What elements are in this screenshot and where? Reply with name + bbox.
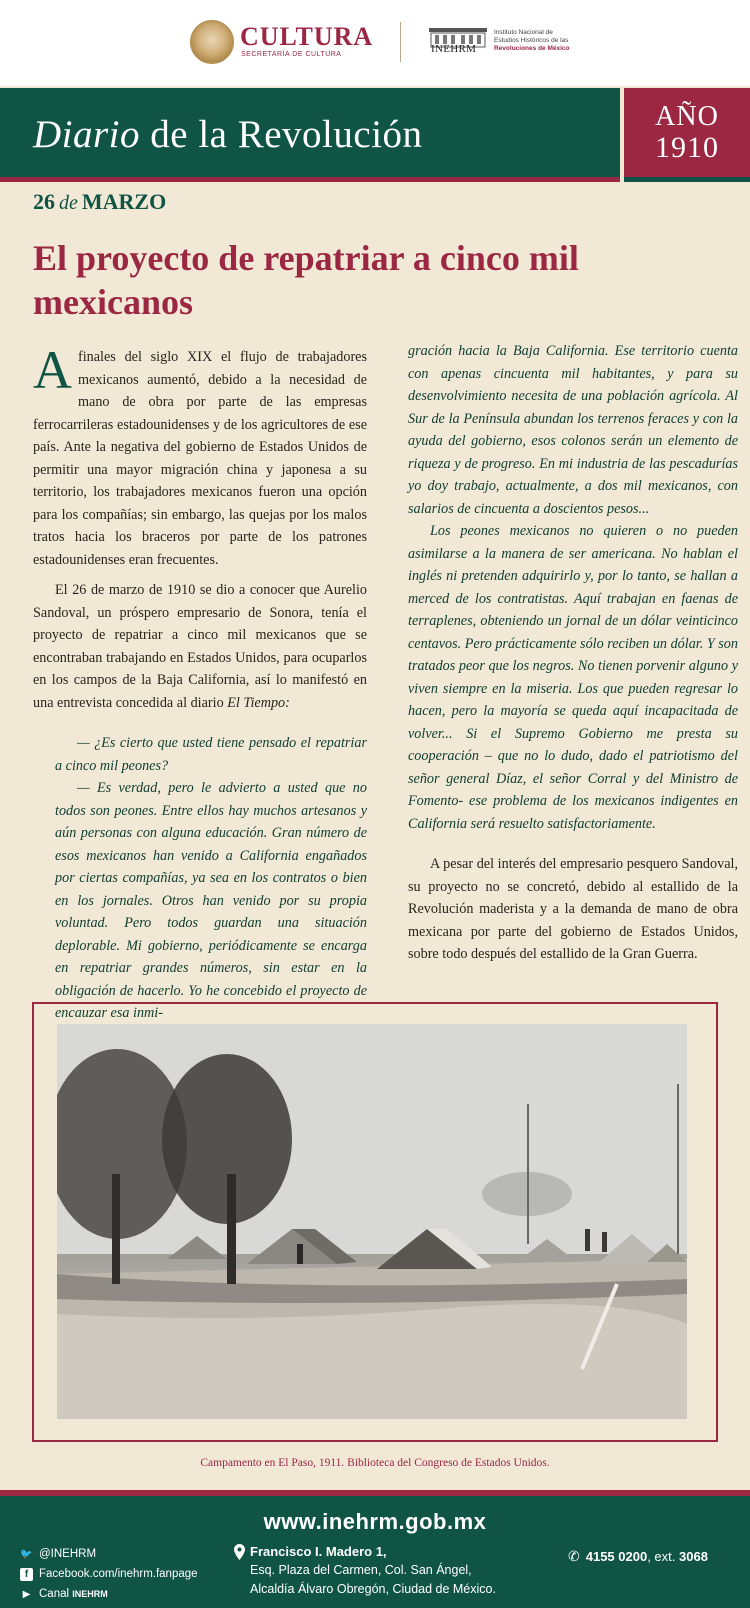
article-date: 26 de MARZO xyxy=(33,189,167,214)
dropcap: A xyxy=(33,340,72,400)
address-street: Francisco I. Madero 1, xyxy=(250,1544,387,1559)
address-line-2: Alcaldía Álvaro Obregón, Ciudad de México. xyxy=(250,1582,496,1596)
logo-divider xyxy=(400,22,401,62)
inehrm-logo-text: INEHRM xyxy=(431,43,477,55)
year-underline xyxy=(624,177,750,182)
interview-answer: — Es verdad, pero le advierto a usted que no todos son peones. Entre ellos hay muchos artesanos y aún personas con alguna educación. Gran número de esos mexicanos han venido a California engañados por ciertas compañías, ya sea en los contratos o bien en los jornales. Otros han venido por su propia voluntad. Pero todos guardan una situación deplorable. Mi gobierno, periódicamente se encarga en repatriar grandes números, sin estar en la obligación de hacerlo. Yo he concebido el proyecto de encauzar esa inmi- xyxy=(55,780,367,1021)
year-label: AÑO xyxy=(655,101,719,132)
phone-icon: ✆ xyxy=(568,1548,580,1564)
photo-caption: Campamento en El Paso, 1911. Biblioteca del Congreso de Estados Unidos. xyxy=(200,1457,550,1469)
twitter-icon: 🐦 xyxy=(20,1548,33,1560)
masthead-title: Diario de la Revolución xyxy=(33,113,423,156)
masthead-underline xyxy=(0,177,620,182)
address-line-1: Esq. Plaza del Carmen, Col. San Ángel, xyxy=(250,1563,472,1577)
header-logos xyxy=(0,0,750,86)
cultura-logo-subtitle: SECRETARÍA DE CULTURA xyxy=(241,51,342,58)
article-headline: El proyecto de repatriar a cinco mil mexicanos xyxy=(33,238,579,322)
article-column-left xyxy=(33,340,367,1033)
national-emblem-icon xyxy=(190,20,234,64)
year-value: 1910 xyxy=(655,131,719,164)
phone-number[interactable]: ✆ 4155 0200, ext. 3068 xyxy=(568,1548,708,1564)
website-link[interactable]: www.inehrm.gob.mx xyxy=(263,1509,487,1534)
cultura-logo-text: CULTURA xyxy=(240,22,374,51)
year-badge xyxy=(624,88,750,177)
camp-photograph xyxy=(57,1024,687,1419)
facebook-icon: f xyxy=(20,1568,33,1581)
interview-answer-cont: gración hacia la Baja California. Ese territorio cuenta con apenas cincuenta mil habitantes, y para su desenvolvimiento necesita de una población agrícola. Al Sur de la Península abundan los terrenos feraces y con la ayuda del gobierno, esos colonos serán un elemento de riqueza y de progreso. En mi industria de las pescadurías yo doy trabajo, actualmente, a dos mil mexicanos, con salarios de cincuenta a doscientos pesos... xyxy=(408,343,738,517)
facebook-link[interactable]: f Facebook.com/inehrm.fanpage xyxy=(20,1564,198,1584)
interview-question: — ¿Es cierto que usted tiene pensado el repatriar a cinco mil peones? xyxy=(55,735,367,774)
youtube-icon: ▶ xyxy=(22,1588,31,1600)
paragraph-announcement: El 26 de marzo de 1910 se dio a conocer que Aurelio Sandoval, un próspero empresario de Sonora, tenía el proyecto de repatriar a cinco mil mexicanos que se encontraban trabajando en Estados Unidos, para ocuparlos en los campos de la Baja California, así lo manifestó en una entrevista concedida al diario El Tiempo: xyxy=(33,582,367,711)
paragraph-conclusion: A pesar del interés del empresario pesquero Sandoval, su proyecto no se concretó, debido al estallido de la Revolución maderista y a la demanda de mano de obra mexicana por parte del gobierno de Estados Unidos, sobre todo después del estallido de la Gran Guerra. xyxy=(408,856,738,962)
interview-answer-peones: Los peones mexicanos no quieren o no pueden asimilarse a la manera de ser americana. No hablan el inglés ni pretenden adquirirlo y, por lo tanto, se hallan a merced de los contratistas. Aquí trabajan en faenas de terraplenes, obteniendo un jornal de un dólar veinticinco centavos. Pero prácticamente sólo reciben un dólar. Y son tratados peor que los negros. No tienen porvenir alguno y viven siempre en la miseria. Los que pueden regresar lo hacen, pero la mayoría se queda aquí incapacitada de volver... Si el Supremo Gobierno me presta su cooperación – que no lo dudo, dado el patriotismo del señor general Díaz, el señor Corral y del Ministro de Fomento- ese problema de los mexicanos indigentes en California será resuelto satisfactoriamente. xyxy=(408,523,738,832)
article-column-right xyxy=(408,340,738,974)
paragraph-intro: Afinales del siglo XIX el flujo de trabajadores mexicanos aumentó, debido a la necesidad de mano de obra por parte de las empresas ferrocarrileras estadounidenses y de los agricultores de ese país. Ante la negativa del gobierno de Estados Unidos de permitir una mayor migración china y japonesa a su territorio, los trabajadores mexicanos fueron una opción para los compañías; sin embargo, las quejas por los malos tratos hacia los braceros por parte de los patrones estadounidenses eran frecuentes. xyxy=(33,340,367,568)
inehrm-full-name: Instituto Nacional de Estudios Históricos de las Revoluciones de México xyxy=(494,29,570,52)
social-links xyxy=(20,1544,198,1604)
location-pin-icon xyxy=(234,1544,245,1560)
footer xyxy=(0,1496,750,1608)
address xyxy=(250,1542,496,1599)
twitter-link[interactable]: 🐦 @INEHRM xyxy=(20,1548,97,1560)
youtube-link[interactable]: ▶ Canal INEHRM xyxy=(20,1584,198,1604)
